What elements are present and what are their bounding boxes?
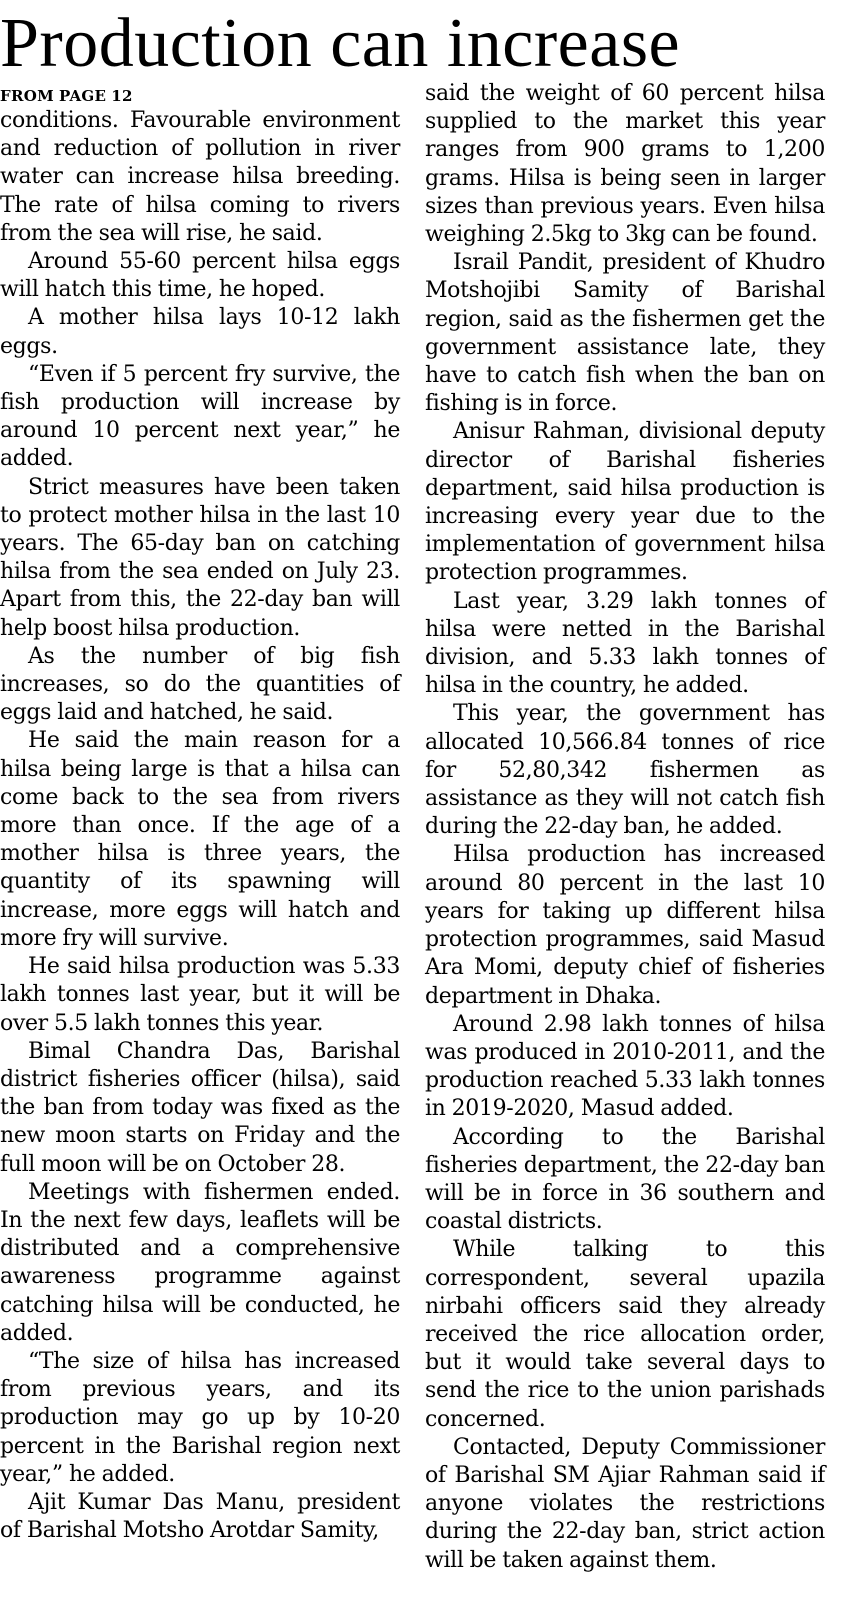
paragraph: Bimal Chandra Das, Barishal district fisheries officer (hilsa), said the ban from today was fixed as the new moon starts on Friday and the full moon will be on October 28. <box>0 1038 400 1177</box>
paragraph: While talking to this correspondent, several upazila nirbahi officers said they already received the rice allocation order, but it would take several days to send the rice to the union parishads concerned. <box>425 1237 825 1432</box>
paragraph: said the weight of 60 percent hilsa supplied to the market this year ranges from 900 grams to 1,200 grams. Hilsa is being seen in larger sizes than previous years. Even hilsa weighing 2.5kg to 3kg can be found. <box>425 81 825 248</box>
paragraph: “The size of hilsa has increased from previous years, and its production may go up by 10-20 percent in the Barishal region next year,” he added. <box>0 1348 400 1487</box>
paragraph: As the number of big fish increases, so do the quantities of eggs laid and hatched, he said. <box>0 643 400 726</box>
paragraph: A mother hilsa lays 10-12 lakh eggs. <box>0 305 400 359</box>
paragraph: Israil Pandit, president of Khudro Motshojibi Samity of Barishal region, said as the fishermen get the government assistance late, they have to catch fish when the ban on fishing is in force. <box>425 250 825 417</box>
paragraph: Anisur Rahman, divisional deputy director of Barishal fisheries department, said hilsa production is increasing every year due to the implementation of government hilsa protection programmes. <box>425 419 825 586</box>
continued-from-kicker: FROM PAGE 12 <box>0 87 133 105</box>
paragraph: “Even if 5 percent fry survive, the fish production will increase by around 10 percent next year,” he added. <box>0 361 400 472</box>
paragraph: Around 55-60 percent hilsa eggs will hatch this time, he hoped. <box>0 249 400 303</box>
article-column-left <box>0 84 400 1545</box>
paragraph: Contacted, Deputy Commissioner of Barishal SM Ajiar Rahman said if anyone violates the restrictions during the 22-day ban, strict action will be taken against them. <box>425 1434 825 1573</box>
article-headline: Production can increase <box>0 5 681 82</box>
paragraph: He said the main reason for a hilsa being large is that a hilsa can come back to the sea from rivers more than once. If the age of a mother hilsa is three years, the quantity of its spawning will increase, more eggs will hatch and more fry will survive. <box>0 728 400 951</box>
paragraph: This year, the government has allocated 10,566.84 tonnes of rice for 52,80,342 fishermen as assistance as they will not catch fish during the 22-day ban, he added. <box>425 701 825 840</box>
paragraph: Last year, 3.29 lakh tonnes of hilsa were netted in the Barishal division, and 5.33 lakh tonnes of hilsa in the country, he added. <box>425 588 825 699</box>
paragraph: Meetings with fishermen ended. In the next few days, leaflets will be distributed and a comprehensive awareness programme against catching hilsa will be conducted, he added. <box>0 1179 400 1346</box>
paragraph: Strict measures have been taken to protect mother hilsa in the last 10 years. The 65-day ban on catching hilsa from the sea ended on July 23. Apart from this, the 22-day ban will help boost hilsa production. <box>0 474 400 641</box>
paragraph: conditions. Favourable environment and reduction of pollution in river water can increase hilsa breeding. The rate of hilsa coming to rivers from the sea will rise, he said. <box>0 108 400 246</box>
paragraph: Ajit Kumar Das Manu, president of Barishal Motsho Arotdar Samity, <box>0 1489 400 1544</box>
paragraph: He said hilsa production was 5.33 lakh tonnes last year, but it will be over 5.5 lakh tonnes this year. <box>0 954 400 1036</box>
article-column-right <box>425 80 825 1575</box>
paragraph: According to the Barishal fisheries department, the 22-day ban will be in force in 36 southern and coastal districts. <box>425 1124 825 1235</box>
paragraph: Around 2.98 lakh tonnes of hilsa was produced in 2010-2011, and the production reached 5.33 lakh tonnes in 2019-2020, Masud added. <box>425 1011 825 1122</box>
paragraph: Hilsa production has increased around 80 percent in the last 10 years for taking up different hilsa protection programmes, said Masud Ara Momi, deputy chief of fisheries department in Dhaka. <box>425 842 825 1009</box>
